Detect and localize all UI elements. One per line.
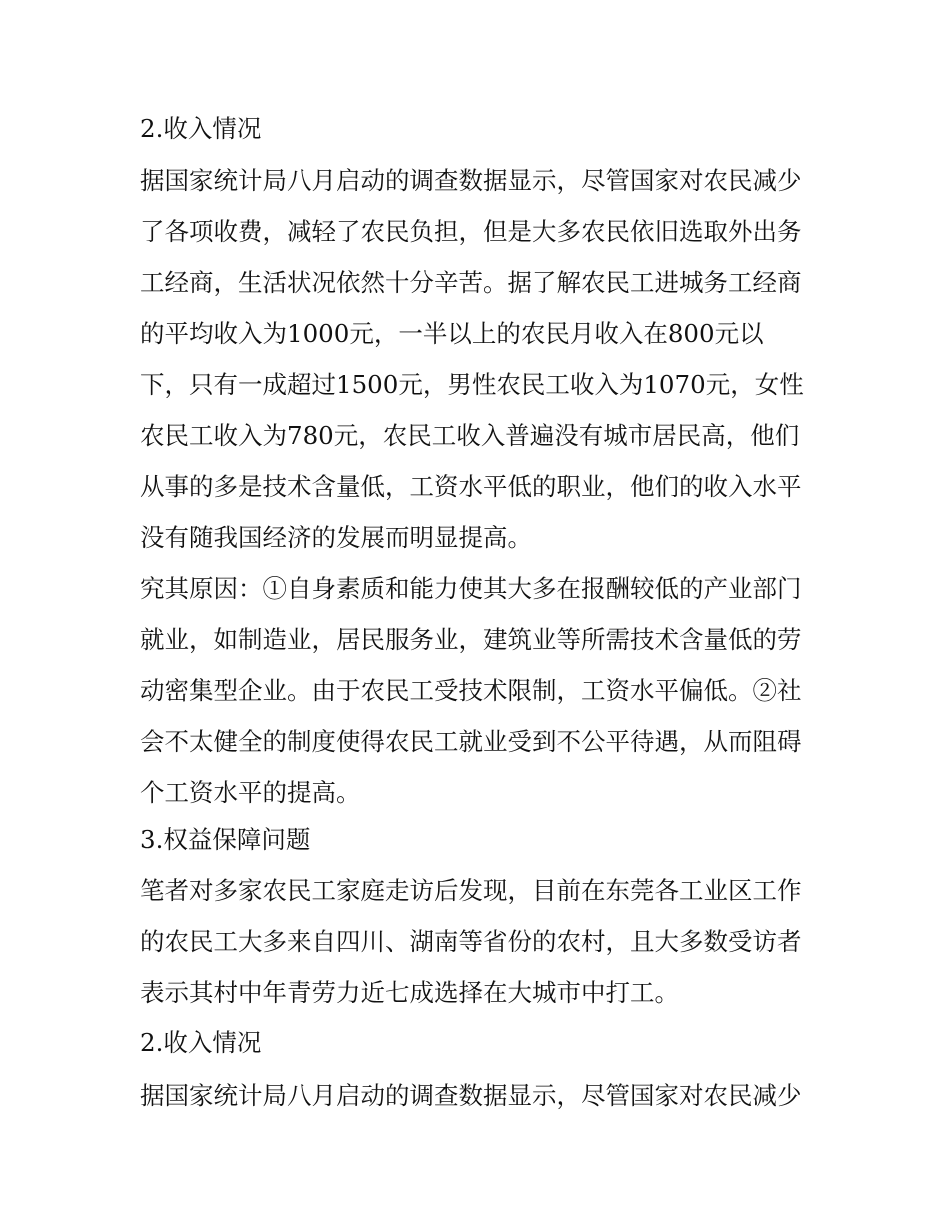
paragraph-line: 据国家统计局八月启动的调查数据显示，尽管国家对农民减少 <box>140 166 802 195</box>
paragraph-line: 个工资水平的提高。 <box>140 778 361 807</box>
paragraph-line: 就业，如制造业，居民服务业，建筑业等所需技术含量低的劳 <box>140 625 802 654</box>
paragraph-line: 会不太健全的制度使得农民工就业受到不公平待遇，从而阻碍 <box>140 727 802 756</box>
paragraph-line: 的农民工大多来自四川、湖南等省份的农村，且大多数受访者 <box>140 927 802 956</box>
paragraph-line: 工经商，生活状况依然十分辛苦。据了解农民工进城务工经商 <box>140 268 802 297</box>
paragraph-line: 据国家统计局八月启动的调查数据显示，尽管国家对农民减少 <box>140 1081 802 1110</box>
paragraph-line: 笔者对多家农民工家庭走访后发现，目前在东莞各工业区工作 <box>140 876 802 905</box>
paragraph-line: 表示其村中年青劳力近七成选择在大城市中打工。 <box>140 978 679 1007</box>
section-heading-income: 2.收入情况 <box>140 114 262 143</box>
section-heading-rights: 3.权益保障问题 <box>140 825 311 854</box>
section-heading-income-repeat: 2.收入情况 <box>140 1028 262 1057</box>
paragraph-line: 从事的多是技术含量低，工资水平低的职业，他们的收入水平 <box>140 472 802 501</box>
paragraph-line: 动密集型企业。由于农民工受技术限制，工资水平偏低。②社 <box>140 676 802 705</box>
paragraph-line: 了各项收费，减轻了农民负担，但是大多农民依旧选取外出务 <box>140 217 802 246</box>
paragraph-line: 农民工收入为780元，农民工收入普遍没有城市居民高，他们 <box>140 421 800 450</box>
paragraph-line: 究其原因：①自身素质和能力使其大多在报酬较低的产业部门 <box>140 574 802 603</box>
paragraph-line: 的平均收入为1000元，一半以上的农民月收入在800元以 <box>140 319 764 348</box>
paragraph-line: 没有随我国经济的发展而明显提高。 <box>140 523 532 552</box>
paragraph-line: 下，只有一成超过1500元，男性农民工收入为1070元，女性 <box>140 370 804 399</box>
